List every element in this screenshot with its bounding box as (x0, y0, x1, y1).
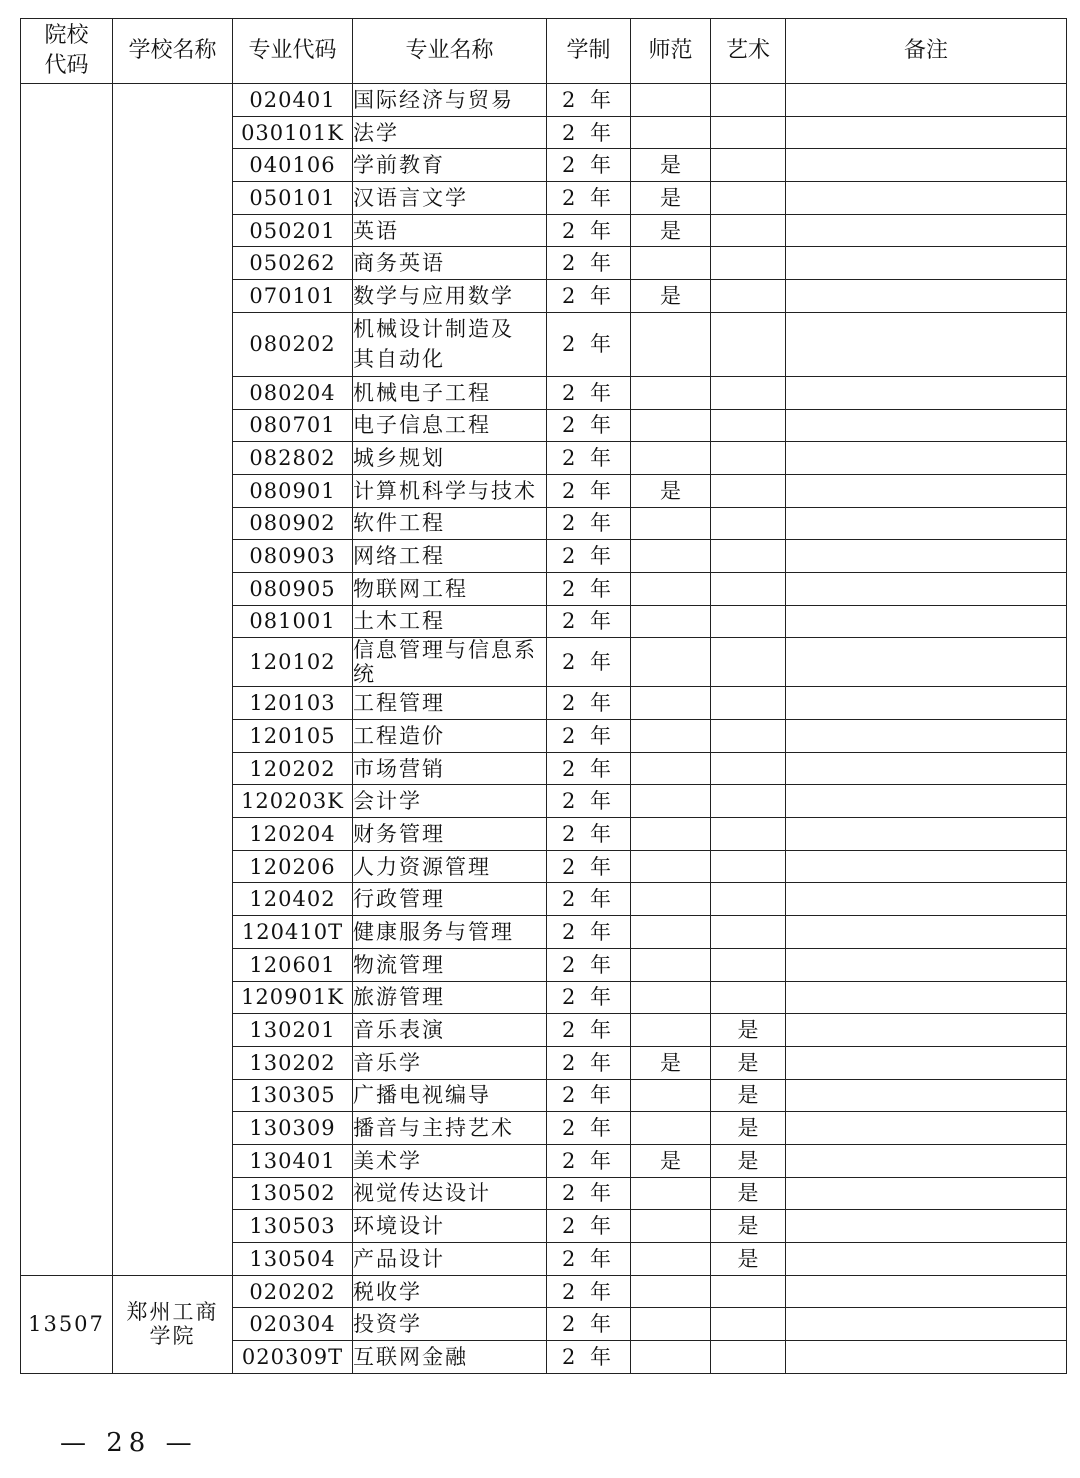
note-cell (786, 280, 1067, 313)
note-cell (786, 883, 1067, 916)
art-flag-cell (711, 850, 786, 883)
normal-flag-cell: 是 (631, 1144, 711, 1177)
art-flag-cell (711, 1275, 786, 1308)
note-cell (786, 981, 1067, 1014)
normal-flag-cell (631, 883, 711, 916)
major-code-cell: 120204 (233, 818, 353, 851)
major-name-cell: 互联网金融 (353, 1341, 547, 1374)
art-flag-cell (711, 84, 786, 117)
duration-cell: 2 年 (547, 1112, 631, 1145)
note-cell (786, 149, 1067, 182)
note-cell (786, 247, 1067, 280)
note-cell (786, 916, 1067, 949)
major-code-cell: 080903 (233, 540, 353, 573)
art-flag-cell (711, 572, 786, 605)
school-name-cell: 郑州工商 学院 (113, 1275, 233, 1373)
duration-cell: 2 年 (547, 605, 631, 638)
major-code-cell: 130503 (233, 1210, 353, 1243)
duration-cell: 2 年 (547, 507, 631, 540)
major-name-cell: 商务英语 (353, 247, 547, 280)
major-name-cell: 播音与主持艺术 (353, 1112, 547, 1145)
note-cell (786, 638, 1067, 687)
table-row (21, 1275, 1067, 1308)
note-cell (786, 214, 1067, 247)
art-flag-cell (711, 752, 786, 785)
note-cell (786, 376, 1067, 409)
major-name-cell: 产品设计 (353, 1243, 547, 1276)
duration-cell: 2 年 (547, 312, 631, 376)
normal-flag-cell (631, 1079, 711, 1112)
duration-cell: 2 年 (547, 1275, 631, 1308)
major-code-cell: 020202 (233, 1275, 353, 1308)
note-cell (786, 1243, 1067, 1276)
major-code-cell: 050201 (233, 214, 353, 247)
note-cell (786, 312, 1067, 376)
major-name-cell: 物流管理 (353, 948, 547, 981)
art-flag-cell (711, 247, 786, 280)
major-name-cell: 投资学 (353, 1308, 547, 1341)
art-flag-cell (711, 540, 786, 573)
major-name-cell: 计算机科学与技术 (353, 474, 547, 507)
major-name-cell: 信息管理与信息系统 (353, 638, 547, 687)
duration-cell: 2 年 (547, 247, 631, 280)
normal-flag-cell (631, 1112, 711, 1145)
header-school-name: 学校名称 (113, 19, 233, 84)
duration-cell: 2 年 (547, 84, 631, 117)
note-cell (786, 752, 1067, 785)
school-name-cell (113, 84, 233, 1276)
duration-cell: 2 年 (547, 116, 631, 149)
major-name-cell: 广播电视编导 (353, 1079, 547, 1112)
major-name-cell: 会计学 (353, 785, 547, 818)
major-name-cell: 物联网工程 (353, 572, 547, 605)
art-flag-cell (711, 948, 786, 981)
header-art: 艺术 (711, 19, 786, 84)
art-flag-cell (711, 883, 786, 916)
art-flag-cell (711, 312, 786, 376)
major-code-cell: 120601 (233, 948, 353, 981)
major-name-cell: 美术学 (353, 1144, 547, 1177)
major-code-cell: 120206 (233, 850, 353, 883)
note-cell (786, 572, 1067, 605)
art-flag-cell: 是 (711, 1112, 786, 1145)
page-number: — 28 — (60, 1428, 198, 1458)
major-code-cell: 080905 (233, 572, 353, 605)
major-code-cell: 130309 (233, 1112, 353, 1145)
normal-flag-cell (631, 752, 711, 785)
table-header-row (21, 19, 1067, 84)
note-cell (786, 1210, 1067, 1243)
normal-flag-cell (631, 1341, 711, 1374)
major-name-cell: 市场营销 (353, 752, 547, 785)
normal-flag-cell (631, 981, 711, 1014)
major-name-cell: 网络工程 (353, 540, 547, 573)
note-cell (786, 1144, 1067, 1177)
major-name-cell: 旅游管理 (353, 981, 547, 1014)
header-major-name: 专业名称 (353, 19, 547, 84)
major-name-cell: 学前教育 (353, 149, 547, 182)
major-code-cell: 030101K (233, 116, 353, 149)
art-flag-cell (711, 507, 786, 540)
art-flag-cell (711, 981, 786, 1014)
major-name-cell: 财务管理 (353, 818, 547, 851)
note-cell (786, 182, 1067, 215)
normal-flag-cell (631, 1210, 711, 1243)
header-normal: 师范 (631, 19, 711, 84)
major-code-cell: 020304 (233, 1308, 353, 1341)
art-flag-cell (711, 916, 786, 949)
note-cell (786, 1177, 1067, 1210)
duration-cell: 2 年 (547, 1210, 631, 1243)
major-code-cell: 120103 (233, 687, 353, 720)
normal-flag-cell (631, 638, 711, 687)
duration-cell: 2 年 (547, 442, 631, 475)
major-code-cell: 081001 (233, 605, 353, 638)
art-flag-cell: 是 (711, 1079, 786, 1112)
note-cell (786, 1341, 1067, 1374)
art-flag-cell: 是 (711, 1144, 786, 1177)
major-name-cell: 法学 (353, 116, 547, 149)
art-flag-cell: 是 (711, 1210, 786, 1243)
normal-flag-cell (631, 687, 711, 720)
normal-flag-cell (631, 247, 711, 280)
normal-flag-cell (631, 605, 711, 638)
duration-cell: 2 年 (547, 638, 631, 687)
duration-cell: 2 年 (547, 280, 631, 313)
normal-flag-cell (631, 720, 711, 753)
normal-flag-cell (631, 1275, 711, 1308)
major-code-cell: 082802 (233, 442, 353, 475)
major-name-cell: 音乐学 (353, 1046, 547, 1079)
major-code-cell: 120402 (233, 883, 353, 916)
art-flag-cell (711, 116, 786, 149)
normal-flag-cell (631, 376, 711, 409)
duration-cell: 2 年 (547, 1243, 631, 1276)
note-cell (786, 442, 1067, 475)
school-code-cell (21, 84, 113, 1276)
note-cell (786, 1275, 1067, 1308)
note-cell (786, 850, 1067, 883)
header-school-code: 院校 代码 (21, 19, 113, 84)
duration-cell: 2 年 (547, 1079, 631, 1112)
art-flag-cell (711, 280, 786, 313)
art-flag-cell (711, 474, 786, 507)
table-row (21, 84, 1067, 117)
art-flag-cell (711, 149, 786, 182)
art-flag-cell (711, 214, 786, 247)
normal-flag-cell (631, 572, 711, 605)
normal-flag-cell (631, 84, 711, 117)
major-code-cell: 120203K (233, 785, 353, 818)
major-name-cell: 电子信息工程 (353, 409, 547, 442)
duration-cell: 2 年 (547, 687, 631, 720)
major-name-cell: 机械设计制造及 其自动化 (353, 312, 547, 376)
note-cell (786, 1079, 1067, 1112)
major-code-cell: 040106 (233, 149, 353, 182)
major-name-cell: 机械电子工程 (353, 376, 547, 409)
majors-table (20, 18, 1067, 1374)
school-code-cell: 13507 (21, 1275, 113, 1373)
art-flag-cell: 是 (711, 1177, 786, 1210)
major-name-cell: 环境设计 (353, 1210, 547, 1243)
duration-cell: 2 年 (547, 1308, 631, 1341)
header-note: 备注 (786, 19, 1067, 84)
art-flag-cell (711, 1341, 786, 1374)
duration-cell: 2 年 (547, 1341, 631, 1374)
normal-flag-cell (631, 540, 711, 573)
major-code-cell: 130305 (233, 1079, 353, 1112)
note-cell (786, 948, 1067, 981)
note-cell (786, 116, 1067, 149)
note-cell (786, 605, 1067, 638)
major-code-cell: 080701 (233, 409, 353, 442)
major-code-cell: 020309T (233, 1341, 353, 1374)
note-cell (786, 1308, 1067, 1341)
note-cell (786, 818, 1067, 851)
normal-flag-cell (631, 1177, 711, 1210)
note-cell (786, 785, 1067, 818)
note-cell (786, 1046, 1067, 1079)
major-code-cell: 070101 (233, 280, 353, 313)
art-flag-cell (711, 605, 786, 638)
major-code-cell: 120202 (233, 752, 353, 785)
duration-cell: 2 年 (547, 149, 631, 182)
major-code-cell: 130202 (233, 1046, 353, 1079)
duration-cell: 2 年 (547, 182, 631, 215)
duration-cell: 2 年 (547, 883, 631, 916)
major-code-cell: 130201 (233, 1014, 353, 1047)
major-name-cell: 国际经济与贸易 (353, 84, 547, 117)
major-code-cell: 080902 (233, 507, 353, 540)
duration-cell: 2 年 (547, 409, 631, 442)
major-code-cell: 130502 (233, 1177, 353, 1210)
duration-cell: 2 年 (547, 572, 631, 605)
normal-flag-cell (631, 507, 711, 540)
normal-flag-cell: 是 (631, 214, 711, 247)
major-code-cell: 120102 (233, 638, 353, 687)
art-flag-cell (711, 376, 786, 409)
note-cell (786, 474, 1067, 507)
duration-cell: 2 年 (547, 752, 631, 785)
major-name-cell: 行政管理 (353, 883, 547, 916)
art-flag-cell (711, 638, 786, 687)
normal-flag-cell (631, 1243, 711, 1276)
note-cell (786, 507, 1067, 540)
normal-flag-cell (631, 312, 711, 376)
major-name-cell: 工程造价 (353, 720, 547, 753)
duration-cell: 2 年 (547, 720, 631, 753)
major-name-cell: 数学与应用数学 (353, 280, 547, 313)
normal-flag-cell: 是 (631, 474, 711, 507)
art-flag-cell: 是 (711, 1046, 786, 1079)
major-code-cell: 050101 (233, 182, 353, 215)
duration-cell: 2 年 (547, 916, 631, 949)
major-name-cell: 人力资源管理 (353, 850, 547, 883)
major-name-cell: 英语 (353, 214, 547, 247)
duration-cell: 2 年 (547, 818, 631, 851)
duration-cell: 2 年 (547, 376, 631, 409)
normal-flag-cell: 是 (631, 1046, 711, 1079)
major-code-cell: 080204 (233, 376, 353, 409)
normal-flag-cell (631, 785, 711, 818)
note-cell (786, 540, 1067, 573)
major-name-cell: 城乡规划 (353, 442, 547, 475)
normal-flag-cell (631, 409, 711, 442)
normal-flag-cell (631, 1308, 711, 1341)
major-code-cell: 020401 (233, 84, 353, 117)
duration-cell: 2 年 (547, 981, 631, 1014)
normal-flag-cell (631, 442, 711, 475)
art-flag-cell (711, 687, 786, 720)
art-flag-cell (711, 720, 786, 753)
normal-flag-cell: 是 (631, 149, 711, 182)
duration-cell: 2 年 (547, 474, 631, 507)
major-name-cell: 土木工程 (353, 605, 547, 638)
duration-cell: 2 年 (547, 540, 631, 573)
normal-flag-cell (631, 850, 711, 883)
note-cell (786, 1112, 1067, 1145)
note-cell (786, 84, 1067, 117)
art-flag-cell (711, 785, 786, 818)
major-code-cell: 120105 (233, 720, 353, 753)
table-body (21, 84, 1067, 1374)
major-code-cell: 130401 (233, 1144, 353, 1177)
note-cell (786, 687, 1067, 720)
duration-cell: 2 年 (547, 1177, 631, 1210)
duration-cell: 2 年 (547, 1046, 631, 1079)
major-name-cell: 工程管理 (353, 687, 547, 720)
major-name-cell: 视觉传达设计 (353, 1177, 547, 1210)
major-name-cell: 健康服务与管理 (353, 916, 547, 949)
duration-cell: 2 年 (547, 948, 631, 981)
art-flag-cell (711, 1308, 786, 1341)
art-flag-cell (711, 409, 786, 442)
art-flag-cell: 是 (711, 1014, 786, 1047)
major-code-cell: 050262 (233, 247, 353, 280)
major-name-cell: 汉语言文学 (353, 182, 547, 215)
art-flag-cell (711, 442, 786, 475)
duration-cell: 2 年 (547, 1144, 631, 1177)
note-cell (786, 1014, 1067, 1047)
normal-flag-cell (631, 948, 711, 981)
major-code-cell: 080901 (233, 474, 353, 507)
normal-flag-cell (631, 116, 711, 149)
major-name-cell: 音乐表演 (353, 1014, 547, 1047)
art-flag-cell (711, 182, 786, 215)
note-cell (786, 409, 1067, 442)
major-name-cell: 软件工程 (353, 507, 547, 540)
normal-flag-cell (631, 916, 711, 949)
normal-flag-cell (631, 818, 711, 851)
duration-cell: 2 年 (547, 850, 631, 883)
normal-flag-cell: 是 (631, 280, 711, 313)
header-major-code: 专业代码 (233, 19, 353, 84)
duration-cell: 2 年 (547, 214, 631, 247)
duration-cell: 2 年 (547, 1014, 631, 1047)
major-code-cell: 120410T (233, 916, 353, 949)
major-name-cell: 税收学 (353, 1275, 547, 1308)
normal-flag-cell (631, 1014, 711, 1047)
major-code-cell: 120901K (233, 981, 353, 1014)
art-flag-cell: 是 (711, 1243, 786, 1276)
note-cell (786, 720, 1067, 753)
art-flag-cell (711, 818, 786, 851)
major-code-cell: 130504 (233, 1243, 353, 1276)
major-code-cell: 080202 (233, 312, 353, 376)
normal-flag-cell: 是 (631, 182, 711, 215)
duration-cell: 2 年 (547, 785, 631, 818)
header-duration: 学制 (547, 19, 631, 84)
